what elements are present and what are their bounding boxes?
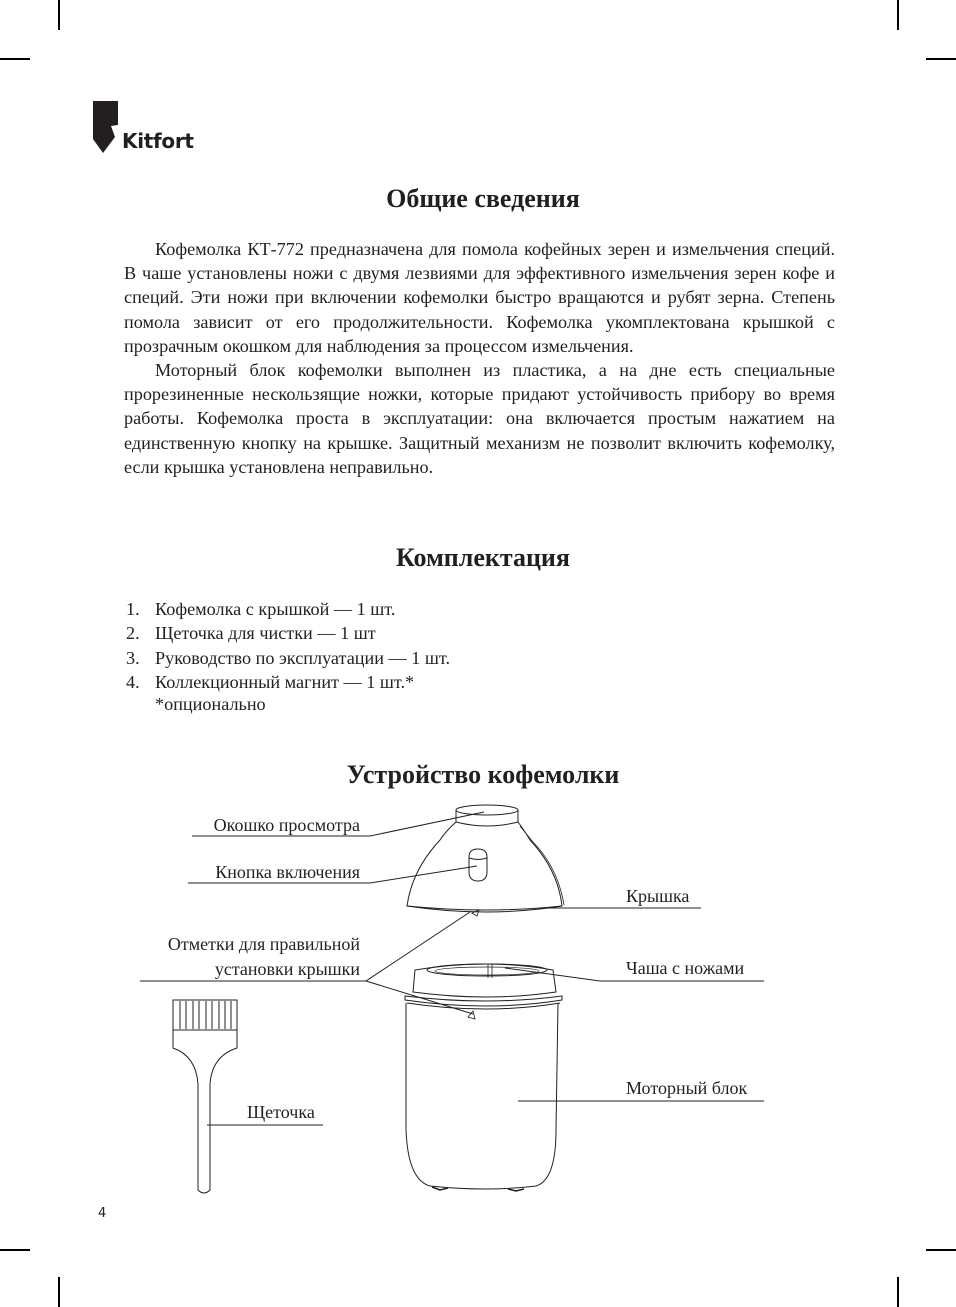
device-diagram [0, 790, 956, 1210]
label-lid: Крышка [626, 886, 690, 906]
list-item [126, 597, 450, 621]
section-title-general: Общие сведения [386, 184, 580, 213]
section-title-device: Устройство кофемолки [346, 760, 620, 789]
item-text: Коллекционный магнит — 1 шт.* [155, 671, 415, 692]
kit-list [126, 597, 450, 694]
crop-mark [897, 0, 899, 30]
label-alignment-marks-1: Отметки для правильной [167, 934, 360, 954]
grinder-body-drawing [405, 964, 562, 1191]
list-item [126, 646, 450, 670]
paragraph: Моторный блок кофемолки выполнен из пластика, а на дне есть специальные прорезиненные нескользящие ножки, которые придают устойчивость прибору во время работы. Кофемолка проста в эксплуатации: она включается простым нажатием на единственную кнопку на крышке. Защитный механизм не позволит включить кофемолку, если крышка установлена неправильно. [124, 360, 835, 477]
label-power-button: Кнопка включения [215, 862, 360, 882]
item-text: Кофемолка с крышкой — 1 шт. [155, 599, 396, 619]
brand-logo [92, 101, 202, 157]
section-title-kit: Комплектация [396, 543, 570, 572]
crop-mark [0, 1249, 30, 1251]
label-motor-unit: Моторный блок [626, 1078, 748, 1098]
power-button-drawing [469, 849, 487, 881]
crop-mark [897, 1277, 899, 1307]
item-text: Щеточка для чистки — 1 шт [155, 623, 376, 644]
label-view-window: Окошко просмотра [213, 815, 360, 835]
label-bowl-with-blades: Чаша с ножами [626, 958, 745, 978]
item-text: Руководство по эксплуатации — 1 шт. [155, 647, 451, 668]
kitfort-flag-icon [92, 101, 122, 157]
list-item [126, 621, 450, 645]
item-number: 4. [126, 671, 140, 692]
kit-footnote: *опционально [155, 694, 266, 714]
label-alignment-marks-2: установки крышки [214, 959, 360, 979]
item-number: 3. [126, 647, 140, 668]
crop-mark [926, 58, 956, 60]
label-brush: Щеточка [247, 1102, 315, 1122]
item-number: 1. [126, 599, 140, 619]
paragraph: Кофемолка КТ-772 предназначена для помола кофейных зерен и измельчения специй. В чаше установлены ножи с двумя лезвиями для эффективного измельчения зерен кофе и специй. Эти ножи при включении кофемолки быстро вращаются и рубят зерна. Степень помола зависит от его продолжительности. Кофемолка укомплектована крышкой с прозрачным окошком для наблюдения за процессом измельчения. [124, 239, 835, 356]
item-number: 2. [126, 623, 140, 644]
page-number: 4 [98, 1206, 107, 1221]
crop-mark [0, 58, 30, 60]
crop-mark [926, 1249, 956, 1251]
brand-name: Kitfort [122, 129, 194, 153]
crop-mark [58, 1277, 60, 1307]
general-text [124, 237, 835, 479]
list-item [126, 670, 450, 694]
brush-drawing [173, 1000, 237, 1193]
lid-drawing [407, 805, 564, 916]
crop-mark [58, 0, 60, 30]
